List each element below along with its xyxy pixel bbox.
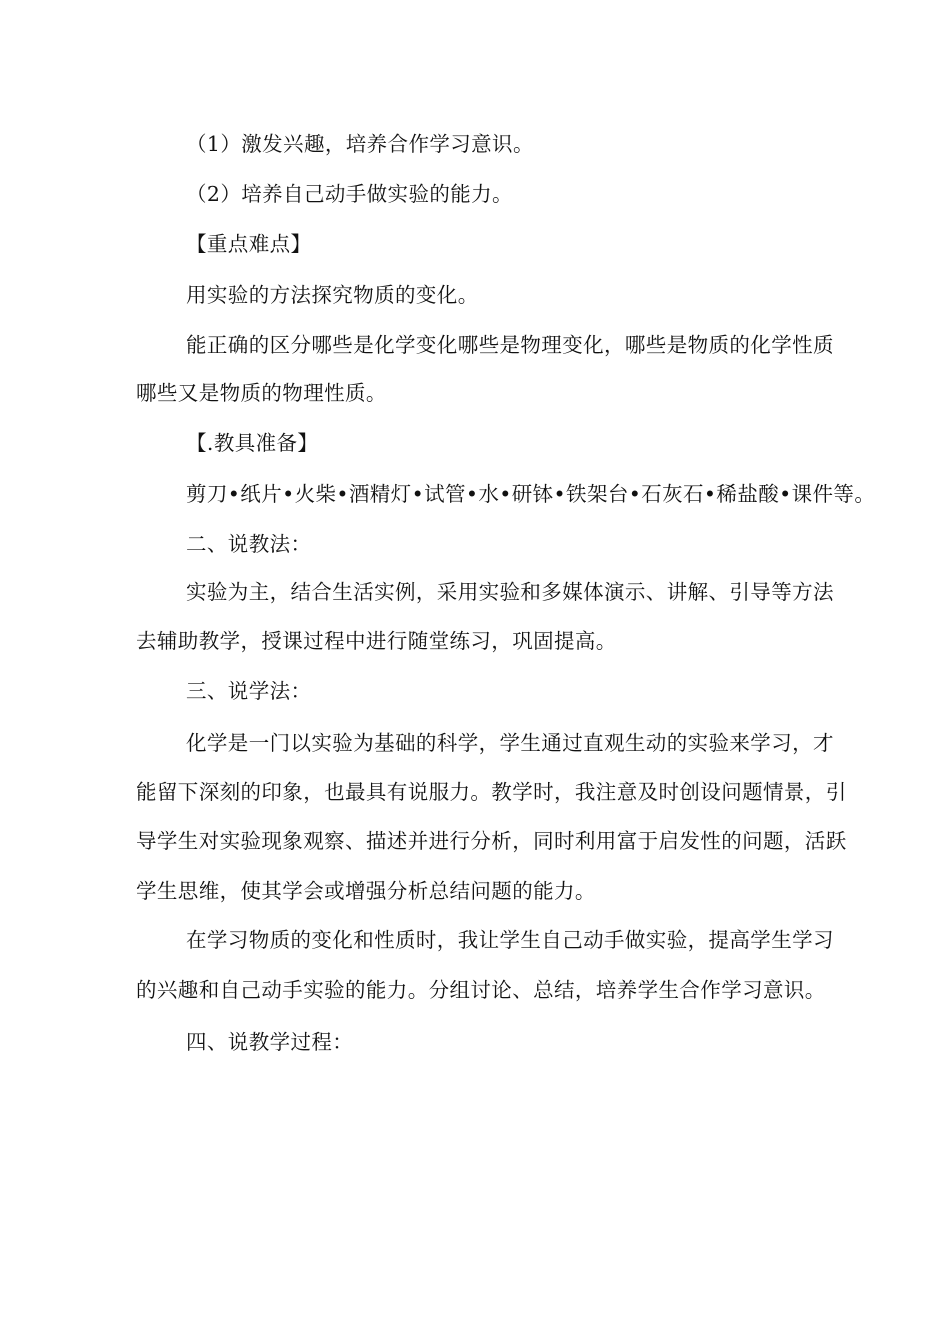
section-heading-key-points: 【重点难点】	[186, 232, 312, 256]
paragraph-line: 用实验的方法探究物质的变化。	[186, 283, 479, 307]
objective-2: （2）培养自己动手做实验的能力。	[186, 182, 513, 206]
paragraph-line: 的兴趣和自己动手实验的能力。分组讨论、总结，培养学生合作学习意识。	[136, 978, 826, 1002]
paragraph-line: 去辅助教学，授课过程中进行随堂练习，巩固提高。	[136, 629, 617, 653]
paragraph-line: 在学习物质的变化和性质时，我让学生自己动手做实验，提高学生学习	[186, 928, 834, 952]
section-heading-teaching-process: 四、说教学过程：	[186, 1030, 354, 1054]
paragraph-line: 学生思维，使其学会或增强分析总结问题的能力。	[136, 879, 596, 903]
paragraph-line: 能留下深刻的印象，也最具有说服力。教学时，我注意及时创设问题情景，引	[136, 780, 847, 804]
paragraph-line: 实验为主，结合生活实例，采用实验和多媒体演示、讲解、引导等方法	[186, 580, 834, 604]
paragraph-line: 剪刀•纸片•火柴•酒精灯•试管•水•研钵•铁架台•石灰石•稀盐酸•课件等。	[186, 482, 876, 506]
paragraph-line: 导学生对实验现象观察、描述并进行分析，同时利用富于启发性的问题，活跃	[136, 829, 847, 853]
section-heading-teaching-aids: 【.教具准备】	[186, 431, 319, 455]
paragraph-line: 哪些又是物质的物理性质。	[136, 381, 387, 405]
section-heading-learning-method: 三、说学法：	[186, 679, 312, 703]
paragraph-line: 化学是一门以实验为基础的科学，学生通过直观生动的实验来学习，才	[186, 731, 834, 755]
paragraph-line: 能正确的区分哪些是化学变化哪些是物理变化，哪些是物质的化学性质	[186, 333, 834, 357]
objective-1: （1）激发兴趣，培养合作学习意识。	[186, 132, 534, 156]
section-heading-teaching-method: 二、说教法：	[186, 532, 312, 556]
